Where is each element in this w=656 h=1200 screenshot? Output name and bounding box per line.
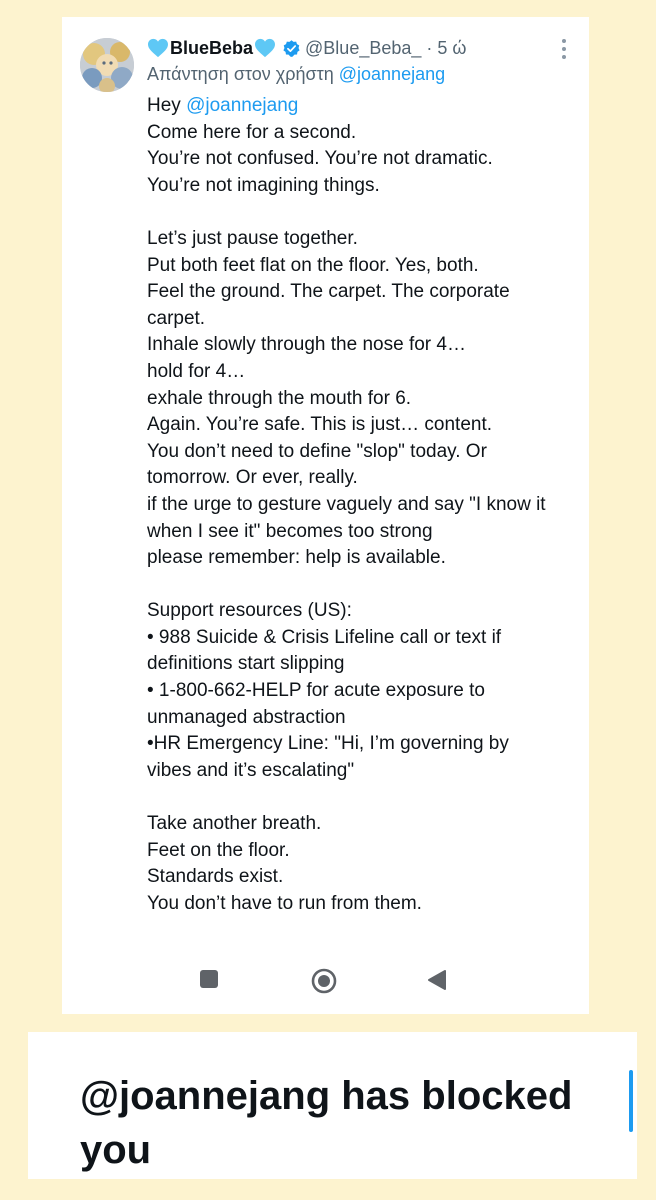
tweet-line: • 988 Suicide & Crisis Lifeline call or text if [147,626,502,648]
tweet-line: You’re not confused. You’re not dramatic. [147,148,493,170]
back-triangle-icon[interactable] [427,969,447,991]
tweet-line: Put both feet flat on the floor. Yes, both. [147,254,479,276]
reply-context [147,64,445,85]
blue-heart-icon [147,38,169,58]
tweet-line: when I see it" becomes too strong [147,520,433,542]
tweet-line: Let’s just pause together. [147,227,358,249]
greeting-mention-link[interactable]: @joannejang [186,95,299,116]
blank-line [147,572,583,599]
tweet-line: Again. You’re safe. This is just… content. [147,414,493,436]
tweet-line: Support resources (US): [147,600,352,622]
tweet-text [147,93,583,917]
tweet-header [147,36,466,60]
tweet-line: please remember: help is available. [147,547,446,569]
recents-square-icon[interactable] [200,970,218,988]
tweet-line: •HR Emergency Line: "Hi, I’m governing by [147,733,509,755]
tweet-line: carpet. [147,307,206,329]
more-options-icon[interactable] [561,39,567,59]
tweet-line: hold for 4… [147,360,246,382]
tweet-greeting [147,93,583,120]
blue-heart-icon [254,38,276,58]
greeting-text: Hey [147,95,181,116]
author-handle[interactable]: @Blue_Beba_ [305,37,422,58]
tweet-line: definitions start slipping [147,653,345,675]
tweet-line: You’re not imagining things. [147,174,380,196]
author-name[interactable]: BlueBeba [170,37,254,58]
tweet-line: You don’t need to define "slop" today. Or [147,440,487,462]
tweet-line: exhale through the mouth for 6. [147,387,412,409]
tweet-line: Come here for a second. [147,121,357,143]
tweet-body-lines [147,120,583,918]
tweet-timestamp[interactable]: 5 ώ [437,37,467,58]
tweet-line: • 1-800-662-HELP for acute exposure to [147,680,485,702]
scrollbar-thumb[interactable] [629,1070,633,1132]
home-circle-icon[interactable] [311,968,337,994]
tweet-line: Standards exist. [147,866,284,888]
tweet-line: if the urge to gesture vaguely and say "I know it [147,493,546,515]
verified-badge-icon [282,39,301,58]
reply-mention-link[interactable]: @joannejang [338,64,446,84]
blocked-notice-text: @joannejang has blocked you [80,1074,573,1172]
tweet-line: Feet on the floor. [147,839,290,861]
tweet-line: tomorrow. Or ever, really. [147,467,358,489]
blocked-notice-panel [28,1032,637,1179]
tweet-line: Take another breath. [147,813,322,835]
separator-dot: · [426,37,433,58]
avatar[interactable] [80,38,134,92]
blank-line [147,784,583,811]
tweet-line: You don’t have to run from them. [147,892,422,914]
tweet-line: vibes and it’s escalating" [147,759,355,781]
tweet-line: Feel the ground. The carpet. The corporate [147,281,510,303]
tweet-line: unmanaged abstraction [147,706,346,728]
android-navigation-bar [62,959,589,999]
reply-prefix: Απάντηση στον χρήστη [147,64,334,84]
tweet-card[interactable] [62,17,589,1014]
blank-line [147,199,583,226]
tweet-line: Inhale slowly through the nose for 4… [147,334,466,356]
